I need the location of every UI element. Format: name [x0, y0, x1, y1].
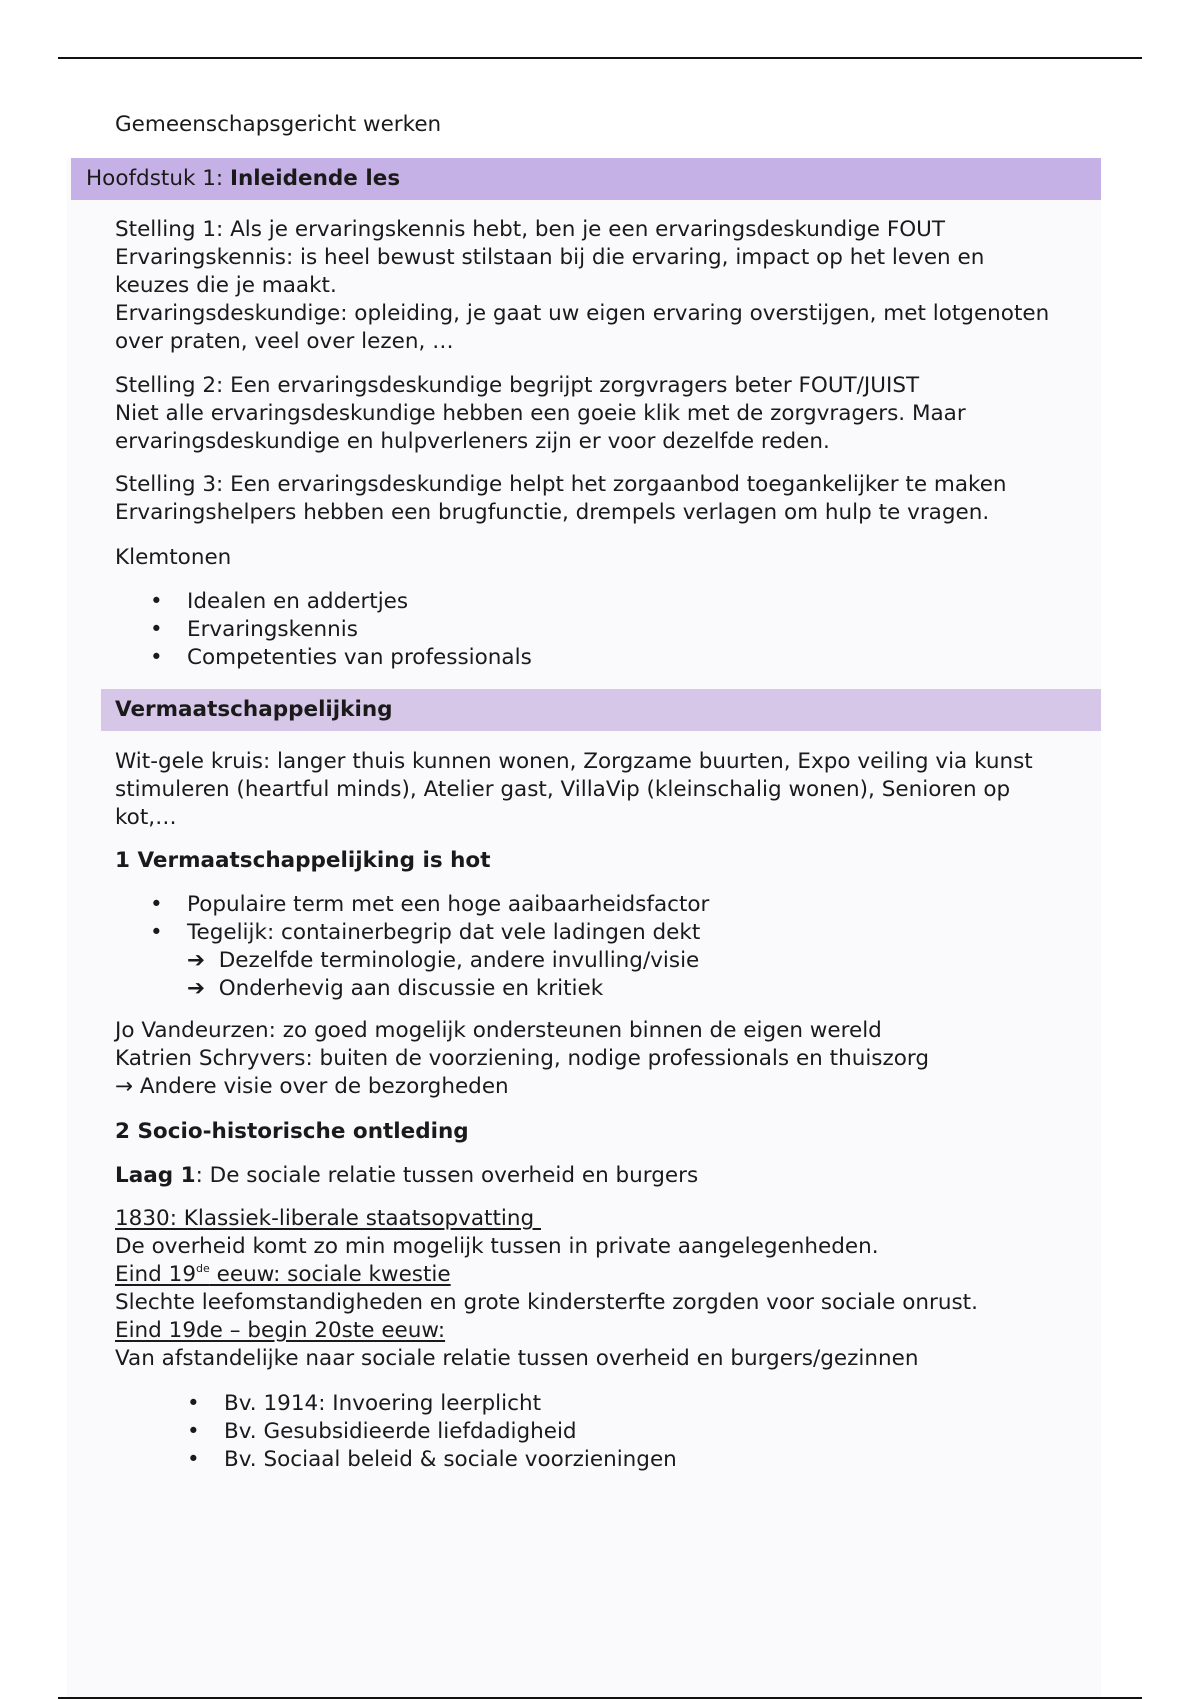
subheading-1 — [115, 847, 1100, 875]
list-item: • Bv. Sociaal beleid & sociale voorzieningen — [224, 1446, 1084, 1474]
period-1-text: De overheid komt zo min mogelijk tussen in private aangelegenheden. — [115, 1234, 879, 1259]
klemtonen-label — [115, 544, 1100, 572]
top-rule — [58, 57, 1142, 59]
examples-list — [224, 1390, 1084, 1474]
stelling-1-line: Ervaringsdeskundige: opleiding, je gaat uw eigen ervaring overstijgen, met lotgenoten — [115, 301, 1050, 326]
section-heading — [101, 689, 1101, 731]
stelling-1-line: over praten, veel over lezen, … — [115, 329, 454, 354]
subheading-1-text: 1 Vermaatschappelijking is hot — [115, 848, 491, 873]
chapter-heading-prefix: Hoofdstuk 1: — [86, 166, 230, 191]
stelling-2-line: Niet alle ervaringsdeskundige hebben een goeie klik met de zorgvragers. Maar — [115, 401, 966, 426]
arrow-item — [187, 947, 1087, 975]
arrow-item — [187, 975, 1087, 1003]
klemtonen-label-text: Klemtonen — [115, 545, 232, 570]
visies-paragraph — [115, 1017, 1100, 1101]
stelling-1-line: keuzes die je maakt. — [115, 273, 337, 298]
list-item: • Bv. 1914: Invoering leerplicht — [224, 1390, 1084, 1418]
section-heading-title: Vermaatschappelijking — [115, 697, 393, 722]
list-item: • Competenties van professionals — [187, 644, 1087, 672]
period-3-text: Van afstandelijke naar sociale relatie tussen overheid en burgers/gezinnen — [115, 1346, 919, 1371]
list-item: • Idealen en addertjes — [187, 588, 1087, 616]
period-3-heading: Eind 19de – begin 20ste eeuw: — [115, 1318, 446, 1343]
stelling-1 — [115, 216, 1100, 356]
chapter-heading — [71, 158, 1101, 200]
stelling-3 — [115, 471, 1100, 527]
list-item: • Ervaringskennis — [187, 616, 1087, 644]
list-item: • Tegelijk: containerbegrip dat vele ladingen dekt — [187, 919, 1087, 947]
laag-1-label: Laag 1 — [115, 1163, 196, 1188]
arrow-icon: ➔ — [187, 948, 206, 973]
laag-1-text: : De sociale relatie tussen overheid en burgers — [195, 1163, 699, 1188]
paragraph-line: Katrien Schryvers: buiten de voorziening, nodige professionals en thuiszorg — [115, 1046, 930, 1071]
period-2-heading-pre: Eind 19 — [115, 1262, 197, 1287]
bottom-rule — [58, 1697, 1142, 1699]
paragraph-line: → Andere visie over de bezorgheden — [115, 1074, 509, 1099]
stelling-2-line: Stelling 2: Een ervaringsdeskundige begrijpt zorgvragers beter FOUT/JUIST — [115, 373, 920, 398]
sub1-list — [187, 891, 1087, 1003]
period-1-heading: 1830: Klassiek-liberale staatsopvatting — [115, 1206, 541, 1231]
subheading-2-text: 2 Socio-historische ontleding — [115, 1119, 469, 1144]
arrow-icon: ➔ — [187, 976, 206, 1001]
period-2-text: Slechte leefomstandigheden en grote kindersterfte zorgden voor sociale onrust. — [115, 1290, 978, 1315]
paragraph-line: Jo Vandeurzen: zo goed mogelijk ondersteunen binnen de eigen wereld — [115, 1018, 882, 1043]
stelling-1-line: Stelling 1: Als je ervaringskennis hebt, ben je een ervaringsdeskundige FOUT — [115, 217, 946, 242]
period-2-heading — [115, 1262, 451, 1287]
arrow-item-text: Dezelfde terminologie, andere invulling/visie — [218, 948, 700, 973]
subheading-2 — [115, 1118, 1100, 1146]
stelling-3-line: Stelling 3: Een ervaringsdeskundige helpt het zorgaanbod toegankelijker te maken — [115, 472, 1007, 497]
period-2-heading-post: eeuw: sociale kwestie — [209, 1262, 451, 1287]
laag-1 — [115, 1162, 1100, 1190]
paragraph-line: stimuleren (heartful minds), Atelier gast, VillaVip (kleinschalig wonen), Senioren op — [115, 777, 1011, 802]
chapter-heading-title: Inleidende les — [230, 166, 401, 191]
klemtonen-list — [187, 588, 1087, 672]
stelling-1-line: Ervaringskennis: is heel bewust stilstaan bij die ervaring, impact op het leven en — [115, 245, 985, 270]
arrow-item-text: Onderhevig aan discussie en kritiek — [218, 976, 604, 1001]
list-item: • Bv. Gesubsidieerde liefdadigheid — [224, 1418, 1084, 1446]
paragraph-line: kot,… — [115, 805, 177, 830]
paragraph-line: Wit-gele kruis: langer thuis kunnen wonen, Zorgzame buurten, Expo veiling via kunst — [115, 749, 1033, 774]
witgele-paragraph — [115, 748, 1100, 832]
period-2-heading-sup: de — [196, 1262, 210, 1275]
stelling-2 — [115, 372, 1100, 456]
list-item: • Populaire term met een hoge aaibaarheidsfactor — [187, 891, 1087, 919]
periods — [115, 1205, 1100, 1373]
stelling-2-line: ervaringsdeskundige en hulpverleners zijn er voor dezelfde reden. — [115, 429, 830, 454]
stelling-3-line: Ervaringshelpers hebben een brugfunctie, drempels verlagen om hulp te vragen. — [115, 500, 990, 525]
document-title: Gemeenschapsgericht werken — [115, 112, 442, 137]
